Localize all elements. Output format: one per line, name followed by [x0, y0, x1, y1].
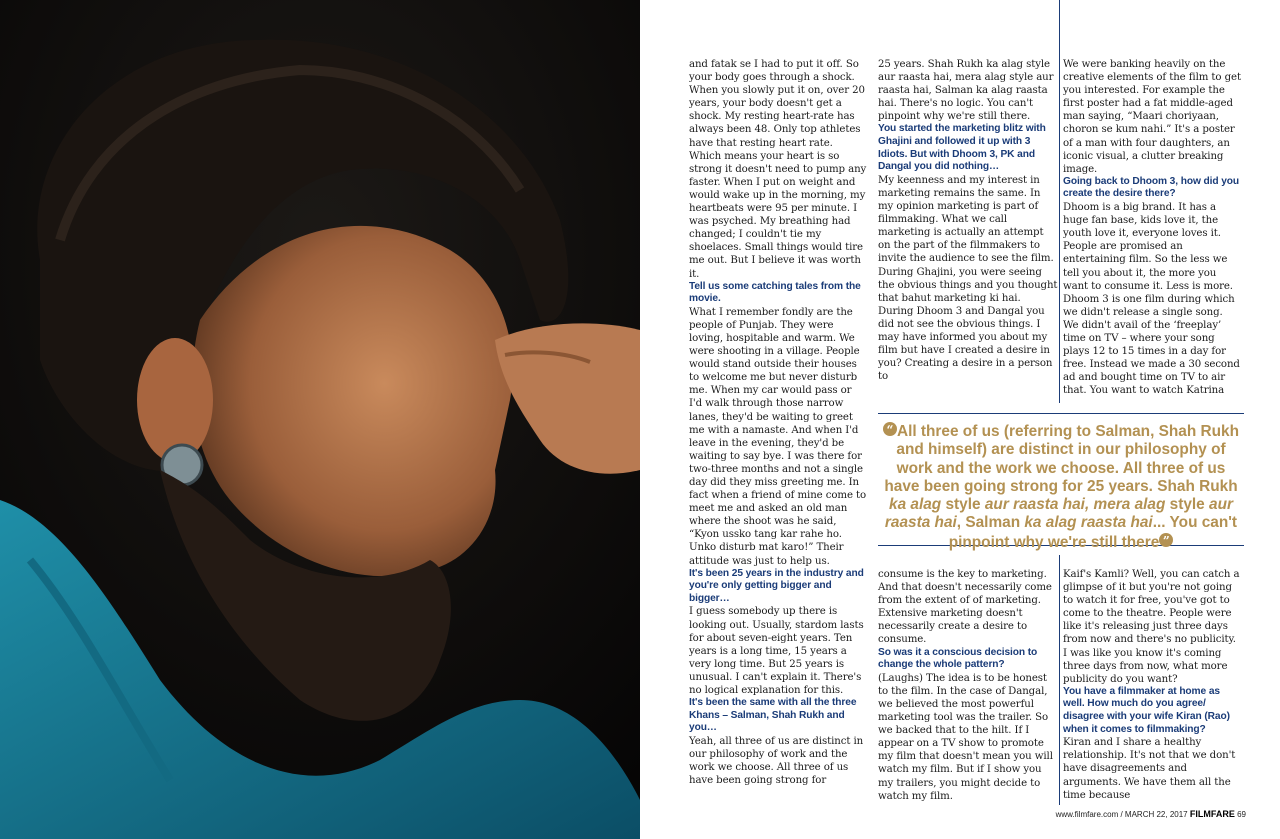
body-paragraph: Dhoom is a big brand. It has a huge fan base, kids love it, the youth love it, everyone loves it. People are promised an entertaining film. So the less we tell you about it, the more you want to consume it. Less is more. Dhoom 3 is one film during which we didn't release a single song. We didn't avail of the ‘freeplay’ time on TV – where your song plays 12 to 15 times in a day for free. Instead we made a 30 second ad and bought time on TV to air that. You want to watch Katrina — [1063, 202, 1240, 397]
page-number: 69 — [1237, 810, 1246, 819]
page-footer — [1056, 809, 1246, 819]
bottom-column-rule — [1059, 555, 1060, 805]
pull-quote-italic: ka alag — [889, 496, 942, 514]
article-column-1 — [689, 58, 867, 787]
body-paragraph: My keenness and my interest in marketing remains the same. In my opinion marketing is part of filmmaking. What we call marketing is actually an attempt on the part of the filmmakers to invite the audience to see the film. During Ghajini, you were seeing the obvious things and you thought that bahut marketing ki hai. During Dhoom 3 and Dangal you did not see the obvious things. I may have informed you about my film but have I created a desire in you? Creating a desire in a person to — [878, 174, 1058, 383]
question-heading: Going back to Dhoom 3, how did you create the desire there? — [1063, 175, 1240, 200]
pull-quote-italic: aur raasta hai, mera alag — [984, 496, 1166, 514]
body-paragraph: Yeah, all three of us are distinct in our philosophy of work and the work we choose. All three of us have been going strong for — [689, 735, 864, 787]
question-heading: Tell us some catching tales from the movie. — [689, 280, 861, 305]
footer-date: MARCH 22, 2017 — [1124, 810, 1188, 819]
article-column-3-bottom — [1063, 568, 1241, 802]
article-column-3-top — [1063, 58, 1241, 397]
body-paragraph: Kaif's Kamli? Well, you can catch a glimpse of it but you're not going to watch it for free, you've got to come to the theatre. People were like it's releasing just three days from now and there's no publicity. I was like you know it's coming three days from now, what more publicity do you want? — [1063, 569, 1240, 685]
body-paragraph: (Laughs) The idea is to be honest to the film. In the case of Dangal, we believed the most powerful marketing tool was the trailer. So we backed that to the hilt. If I appear on a TV show to promote my film that doesn't mean you will watch my film. But if I show you my trailers, you might decide to watch my film. — [878, 672, 1053, 802]
pull-quote — [878, 422, 1244, 552]
body-paragraph: Kiran and I share a healthy relationship. It's not that we don't have disagreements and arguments. We have them all the time because — [1063, 737, 1236, 801]
body-paragraph: We were banking heavily on the creative elements of the film to get you interested. For example the first poster had a fat middle-aged man saying, “Maari choriyaan, choron se kum nahi.” It's a poster of a man with four daughters, an iconic visual, a clutter breaking image. — [1063, 59, 1241, 175]
top-column-rule — [1059, 0, 1060, 403]
body-paragraph: 25 years. Shah Rukh ka alag style aur raasta hai, mera alag style aur raasta hai, Salman ka alag raasta hai. There's no logic. You can't pinpoint why we're still there. — [878, 59, 1054, 123]
pull-quote-text: style — [1165, 496, 1210, 514]
pull-quote-text: ... You can't pinpoint why we're still there — [948, 514, 1238, 551]
question-heading: You started the marketing blitz with Ghajini and followed it up with 3 Idiots. But with Dhoom 3, PK and Dangal you did nothing… — [878, 123, 1046, 173]
question-heading: It's been 25 years in the industry and you're only getting bigger and bigger… — [689, 567, 864, 604]
open-quote-mark: “ — [883, 422, 897, 436]
pull-quote-text: style — [941, 496, 985, 514]
question-heading: You have a filmmaker at home as well. How much do you agree/ disagree with your wife Kiran (Rao) when it comes to filmmaking? — [1063, 685, 1230, 735]
article-column-2-bottom — [878, 568, 1058, 803]
body-paragraph: consume is the key to marketing. And that doesn't necessarily come from the extent of of marketing. Extensive marketing doesn't necessarily create a desire to consume. — [878, 569, 1052, 646]
article-page — [640, 0, 1280, 839]
footer-separator: / — [1118, 810, 1125, 819]
quote-rule-top — [878, 413, 1244, 414]
close-quote-mark: ” — [1159, 533, 1173, 547]
body-paragraph: I guess somebody up there is looking out. Usually, stardom lasts for about seven-eight years. Ten years is a long time, 15 years a very long time. But 25 years is unusual. I can't explain it. There's no logical explanation for this. — [689, 606, 864, 696]
question-heading: So was it a conscious decision to change the whole pattern? — [878, 646, 1038, 671]
pull-quote-text: , Salman — [956, 514, 1025, 532]
footer-brand: FILMFARE — [1189, 809, 1235, 819]
pull-quote-text: All three of us (referring to Salman, Shah Rukh and himself) are distinct in our philosophy of work and the work we choose. All three of us have been going strong for 25 years. Shah Rukh — [884, 423, 1240, 495]
body-paragraph: and fatak se I had to put it off. So your body goes through a shock. When you slowly put it on, over 20 years, your body doesn't get a shock. My resting heart-rate has always been 48. Only top athletes have that resting heart rate. Which means your heart is so strong it doesn't need to pump any faster. When I put on weight and would wake up in the morning, my heartbeats were 95 per minute. I was psyched. My breathing had changed; I couldn't tie my shoelaces. Small things would tire me out. But I believe it was worth it. — [689, 59, 867, 280]
article-column-2-top — [878, 58, 1058, 383]
pull-quote-italic: aur raasta hai — [884, 496, 1233, 532]
footer-site: www.filmfare.com — [1055, 810, 1119, 819]
question-heading: It's been the same with all the three Khans – Salman, Shah Rukh and you… — [689, 697, 857, 734]
pull-quote-italic: ka alag raasta hai — [1024, 514, 1153, 532]
body-paragraph: What I remember fondly are the people of Punjab. They were loving, hospitable and warm. We were shooting in a village. People would stand outside their houses to welcome me but never disturb me. When my car would pass or I'd walk through those narrow lanes, they'd be waiting to greet me with a namaste. And when I'd leave in the evening, they'd be waiting to say bye. I was there for two-three months and not a single day did they miss greeting me. In fact when a friend of mine come to meet me and asked an old man where the shoot was he said, “Kyon ussko tang kar rahe ho. Unko disturb mat karo!” Their attitude was just to help us. — [689, 306, 867, 567]
